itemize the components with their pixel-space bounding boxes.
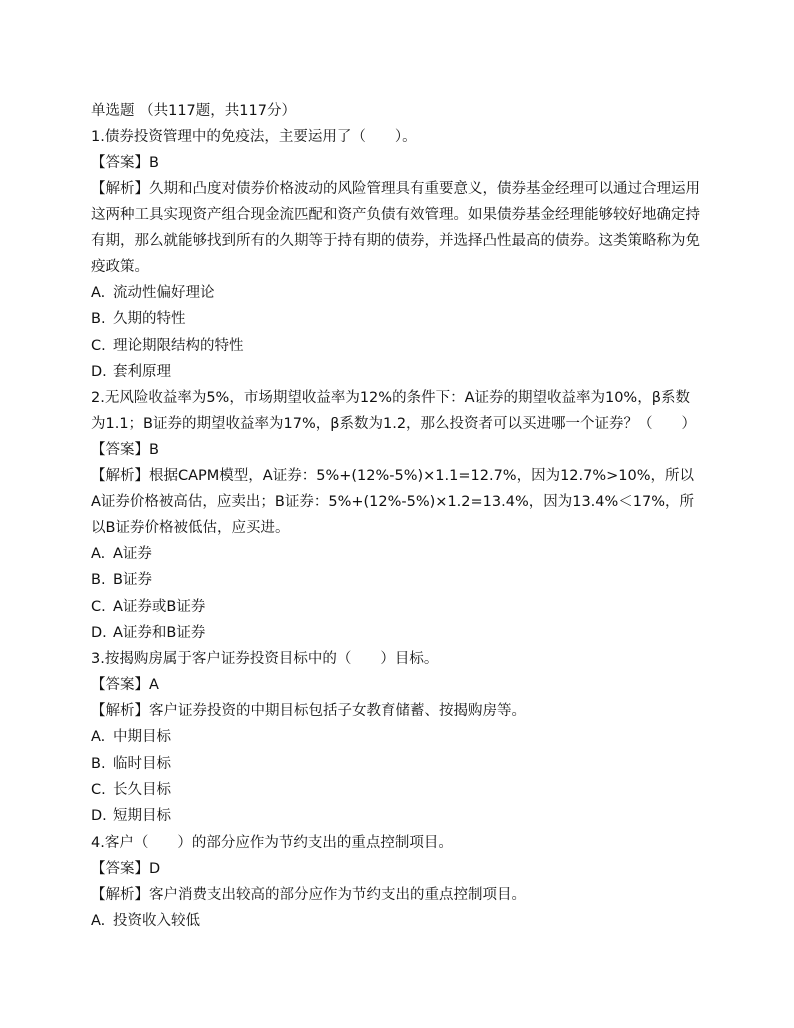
question-2 bbox=[91, 385, 703, 646]
option-b bbox=[91, 751, 703, 777]
question-4 bbox=[91, 830, 703, 934]
option-c bbox=[91, 594, 703, 620]
option-d bbox=[91, 620, 703, 646]
option-a bbox=[91, 280, 703, 306]
answer-label: 【答案】 bbox=[91, 860, 149, 877]
option-text: A证券或B证券 bbox=[113, 598, 206, 615]
analysis-label: 【解析】 bbox=[91, 468, 149, 485]
analysis-label: 【解析】 bbox=[91, 703, 149, 720]
analysis-text: 根据CAPM模型，A证券：5%+(12%-5%)×1.1=12.7%，因为12.7%>10%，所以A证券价格被高估，应卖出；B证券：5%+(12%-5%)×1.2=13.4%，因为13.4%＜17%，所以B证券价格被低估，应买进。 bbox=[91, 468, 695, 537]
answer-label: 【答案】 bbox=[91, 155, 149, 171]
question-stem: 1.债券投资管理中的免疫法，主要运用了（ ）。 bbox=[91, 129, 417, 145]
question-1 bbox=[91, 124, 703, 385]
answer-value: A bbox=[149, 677, 159, 694]
analysis-label: 【解析】 bbox=[91, 181, 149, 197]
exam-page bbox=[91, 98, 703, 934]
option-letter: A. bbox=[91, 729, 106, 746]
option-c bbox=[91, 333, 703, 359]
option-a bbox=[91, 908, 703, 934]
option-a bbox=[91, 541, 703, 567]
answer-value: B bbox=[149, 155, 159, 171]
analysis-text: 客户证券投资的中期目标包括子女教育储蓄、按揭购房等。 bbox=[149, 703, 526, 720]
question-stem: 3.按揭购房属于客户证券投资目标中的（ ）目标。 bbox=[91, 651, 439, 668]
option-text: 临时目标 bbox=[113, 755, 171, 772]
option-letter: B. bbox=[91, 755, 106, 772]
analysis-paragraph bbox=[91, 882, 703, 908]
answer-line bbox=[91, 150, 703, 176]
analysis-text: 久期和凸度对债券价格波动的风险管理具有重要意义，债券基金经理可以通过合理运用这两种工具实现资产组合现金流匹配和资产负债有效管理。如果债券基金经理能够较好地确定持有期，那么就能够找到所有的久期等于持有期的债券，并选择凸性最高的债券。这类策略称为免疫政策。 bbox=[91, 181, 700, 275]
option-text: 中期目标 bbox=[113, 729, 171, 746]
option-text: 短期目标 bbox=[113, 808, 171, 825]
analysis-paragraph bbox=[91, 176, 703, 280]
option-letter: A. bbox=[91, 546, 106, 563]
question-stem: 2.无风险收益率为5%，市场期望收益率为12%的条件下：A证券的期望收益率为10%，β系数为1.1；B证券的期望收益率为17%，β系数为1.2，那么投资者可以买进哪一个证券？（ ） bbox=[91, 390, 697, 433]
option-letter: B. bbox=[91, 311, 106, 328]
option-text: 长久目标 bbox=[113, 781, 171, 798]
question-3 bbox=[91, 646, 703, 829]
option-letter: D. bbox=[91, 625, 107, 642]
answer-label: 【答案】 bbox=[91, 442, 149, 459]
analysis-paragraph bbox=[91, 463, 703, 541]
option-letter: C. bbox=[91, 598, 106, 615]
option-b bbox=[91, 567, 703, 593]
answer-label: 【答案】 bbox=[91, 677, 149, 694]
option-letter: C. bbox=[91, 781, 106, 798]
option-letter: C. bbox=[91, 337, 106, 354]
option-d bbox=[91, 359, 703, 385]
analysis-paragraph bbox=[91, 698, 703, 724]
answer-line bbox=[91, 856, 703, 882]
option-text: 投资收入较低 bbox=[113, 912, 200, 929]
option-letter: D. bbox=[91, 363, 107, 380]
option-b bbox=[91, 306, 703, 332]
answer-line bbox=[91, 672, 703, 698]
option-d bbox=[91, 803, 703, 829]
option-text: 流动性偏好理论 bbox=[113, 285, 215, 301]
option-text: B证券 bbox=[113, 572, 152, 589]
answer-value: D bbox=[149, 860, 161, 877]
option-letter: D. bbox=[91, 808, 107, 825]
option-a bbox=[91, 724, 703, 750]
option-letter: A. bbox=[91, 285, 106, 301]
option-c bbox=[91, 777, 703, 803]
section-header: 单选题 （共117题，共117分） bbox=[91, 103, 296, 119]
question-stem: 4.客户（ ）的部分应作为节约支出的重点控制项目。 bbox=[91, 834, 453, 851]
analysis-label: 【解析】 bbox=[91, 886, 149, 903]
option-text: A证券 bbox=[113, 546, 152, 563]
option-text: 理论期限结构的特性 bbox=[113, 337, 244, 354]
answer-line bbox=[91, 437, 703, 463]
option-text: 久期的特性 bbox=[113, 311, 186, 328]
option-letter: B. bbox=[91, 572, 106, 589]
analysis-text: 客户消费支出较高的部分应作为节约支出的重点控制项目。 bbox=[149, 886, 526, 903]
option-letter: A. bbox=[91, 912, 106, 929]
option-text: 套利原理 bbox=[113, 363, 171, 380]
option-text: A证券和B证券 bbox=[113, 625, 206, 642]
answer-value: B bbox=[149, 442, 159, 459]
